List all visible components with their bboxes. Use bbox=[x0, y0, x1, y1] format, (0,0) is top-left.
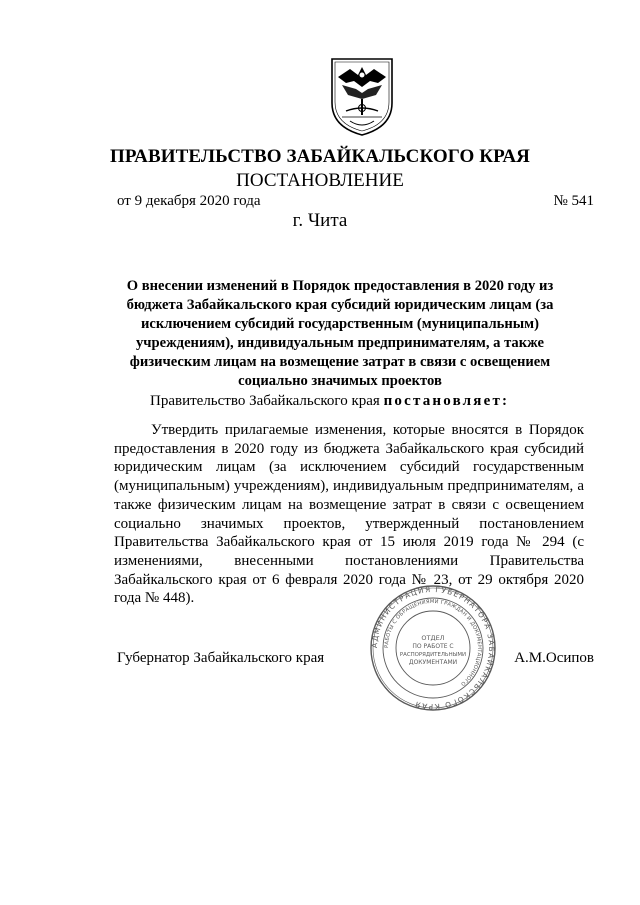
signature-position: Губернатор Забайкальского края bbox=[117, 650, 325, 666]
stamp-middle-text: РАБОТЫ С ОБРАЩЕНИЯМИ ГРАЖДАН И ДОКУМЕНТАЦИОННОГО bbox=[383, 598, 483, 687]
resolution-body: Утвердить прилагаемые изменения, которые вносятся в Порядок предоставления в 2020 году из бюджета Забайкальского края субсидий юридическим лицам (за исключением субсидий государственным (муниципальным) учреждениям), индивидуальным предпринимателям, а также физическим лицам на возмещение затрат в связи с освещением социально значимых проектов, утвержденный постановлением Правительства Забайкальского края от 15 июля 2019 года № 294 (с изменениями, внесенными постановлениями Правительства Забайкальского края от 6 февраля 2020 года № 23, от 29 октября 2020 года № 448). bbox=[114, 422, 584, 607]
document-number: № 541 bbox=[553, 193, 594, 209]
signature-name: А.М.Осипов bbox=[514, 650, 594, 666]
stamp-center-line: ОТДЕЛ bbox=[421, 634, 445, 642]
stamp-center-line: ДОКУМЕНТАМИ bbox=[408, 659, 458, 666]
stamp-center-line: ПО РАБОТЕ С bbox=[412, 643, 454, 650]
resolution-intro bbox=[150, 393, 509, 410]
document-city: г. Чита bbox=[292, 210, 348, 231]
document-subject: О внесении изменений в Порядок предоставления в 2020 году из бюджета Забайкальского края субсидий юридическим лицам (за исключением субсидий государственным (муниципальным) учреждениям), индивидуальным предпринимателям, а также физическим лицам на возмещение затрат в связи с освещением социально значимых проектов bbox=[126, 278, 554, 389]
stamp-outer-text: АДМИНИСТРАЦИЯ ГУБЕРНАТОРА ЗАБАЙКАЛЬСКОГО КРАЯ bbox=[369, 584, 497, 712]
resolution-intro-text: Правительство Забайкальского края bbox=[150, 393, 384, 409]
resolution-verb: постановляет: bbox=[383, 393, 510, 409]
official-stamp bbox=[369, 584, 497, 712]
document-type: ПОСТАНОВЛЕНИЕ bbox=[236, 170, 404, 191]
document-date: от 9 декабря 2020 года bbox=[117, 193, 261, 209]
government-title: ПРАВИТЕЛЬСТВО ЗАБАЙКАЛЬСКОГО КРАЯ bbox=[109, 146, 530, 167]
stamp-center-line: РАСПОРЯДИТЕЛЬНЫМИ bbox=[399, 652, 467, 658]
zabaikalsky-coat-of-arms-icon bbox=[328, 55, 396, 137]
